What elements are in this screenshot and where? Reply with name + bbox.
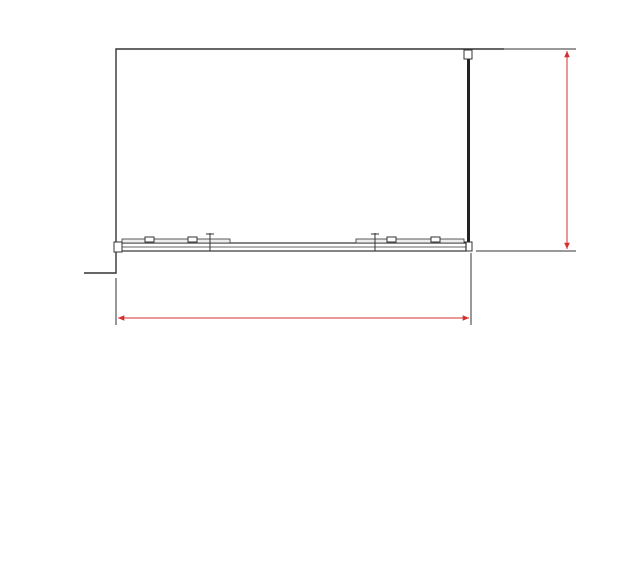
roller [188, 237, 197, 242]
product-spec-table [31, 364, 592, 564]
roller [387, 237, 396, 242]
door-end-block-left [114, 242, 122, 252]
dimension-d [476, 49, 576, 251]
sliding-door [114, 233, 466, 252]
side-panel-glass [467, 59, 470, 242]
roller [145, 237, 154, 242]
door-inner-panel-right [356, 239, 464, 243]
roller [431, 237, 440, 242]
table-body [31, 364, 592, 564]
door-inner-panel [122, 239, 230, 243]
side-panel-top-bracket [464, 50, 472, 59]
dimension-c [116, 253, 471, 325]
